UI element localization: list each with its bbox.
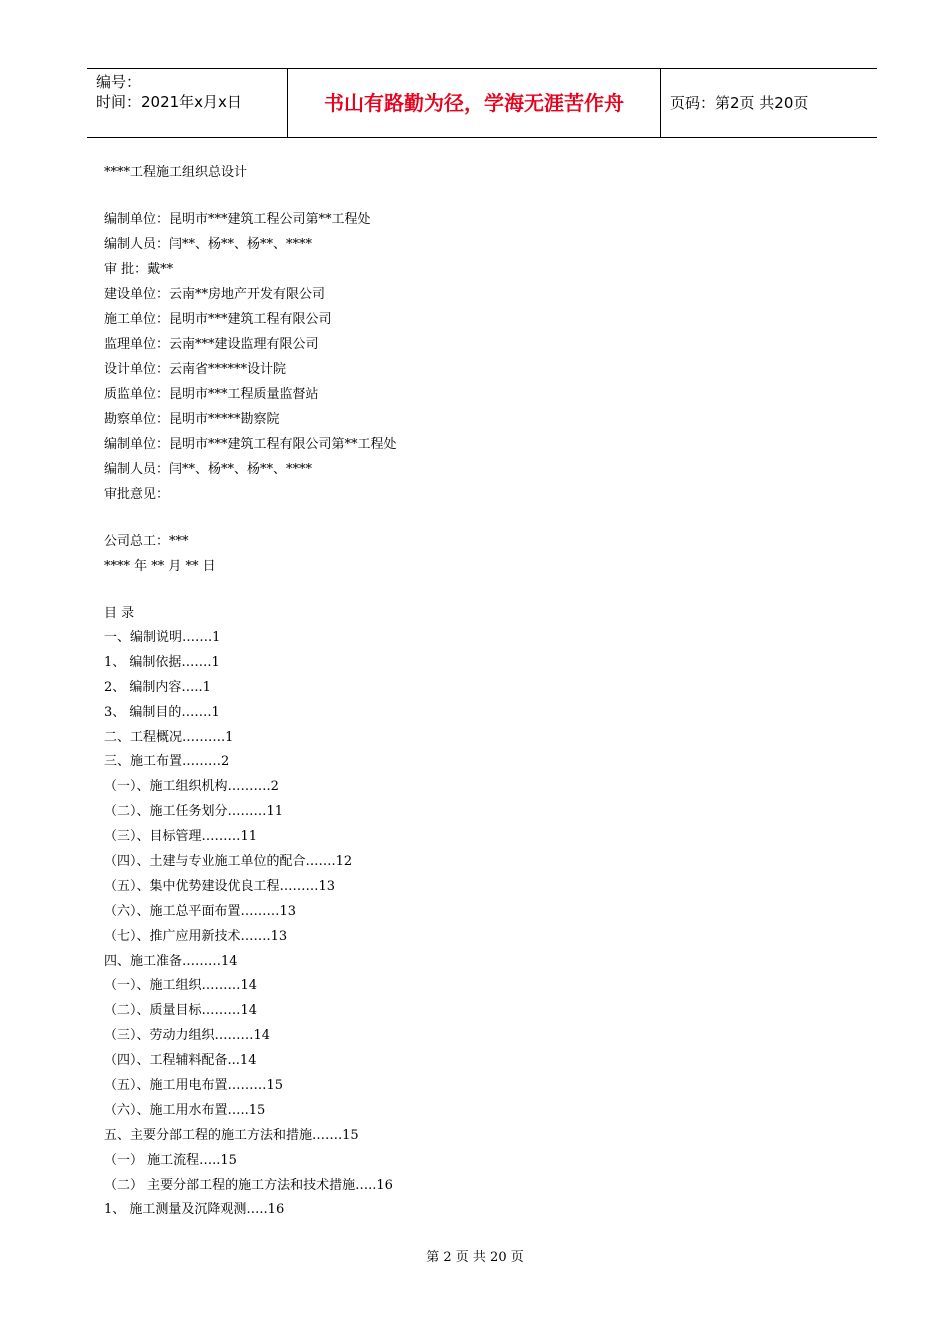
toc-entry: [104, 800, 804, 825]
toc-entry: [104, 750, 804, 775]
toc-entry-page: 15: [342, 1127, 359, 1143]
toc-entry-label: （二）、质量目标: [104, 1003, 202, 1019]
toc-entry-page: 11: [240, 829, 258, 845]
toc-entry-page: 15: [266, 1078, 284, 1094]
info-line: 编制人员：闫**、杨**、杨**、****: [104, 237, 313, 252]
toc-entry-page: .1: [221, 729, 234, 745]
info-line: 勘察单位：昆明市*****勘察院: [104, 412, 280, 427]
document-body: [104, 160, 804, 1223]
toc-entry-leader: ...: [227, 1053, 240, 1069]
toc-entry-leader: ………: [182, 953, 222, 969]
toc-entry-leader: ………: [201, 978, 241, 994]
toc-entry-label: （四）、土建与专业施工单位的配合: [104, 854, 306, 870]
toc-entry-label: （二） 主要分部工程的施工方法和技术措施: [104, 1177, 356, 1193]
toc-entry-leader: ………: [227, 1078, 267, 1094]
toc-title: 目 录: [104, 606, 135, 621]
toc-entry-page: 16: [267, 1202, 285, 1218]
toc-entry: [104, 925, 804, 950]
toc-entry-page: 11: [266, 804, 284, 820]
toc-entry-label: （三）、目标管理: [104, 829, 202, 845]
toc-entry-leader: ………: [182, 729, 222, 745]
toc-entry: [104, 950, 804, 975]
toc-entry-page: 14: [239, 1053, 257, 1069]
toc-entry-page: 16: [376, 1177, 393, 1193]
toc-entry-page: 1: [211, 704, 220, 720]
toc-entry-leader: …….: [181, 704, 212, 720]
toc-entry-label: （二）、施工任务划分: [104, 804, 228, 820]
info-line: 施工单位：昆明市***建筑工程有限公司: [104, 312, 332, 327]
header-left: [96, 72, 242, 112]
toc-entry: [104, 701, 804, 726]
info-list: [104, 207, 804, 507]
toc-entry: [104, 875, 804, 900]
header-page-info: 页码：第2页 共20页: [670, 94, 809, 112]
toc-entry-leader: …….: [312, 1127, 343, 1143]
info-line: 审批意见：: [104, 487, 170, 502]
toc-entry-label: （三）、劳动力组织: [104, 1028, 215, 1044]
toc-entry: [104, 974, 804, 999]
toc-entry-leader: …..: [199, 1152, 221, 1168]
toc-entry: [104, 1124, 804, 1149]
toc-entry: [104, 1198, 804, 1223]
toc-entry: [104, 775, 804, 800]
toc-entry-page: 14: [240, 1003, 258, 1019]
toc-entry-label: （五）、集中优势建设优良工程: [104, 878, 280, 894]
table-of-contents: [104, 626, 804, 1223]
toc-entry-leader: …..: [355, 1177, 377, 1193]
toc-entry: [104, 900, 804, 925]
info-line: 质监单位：昆明市***工程质量监督站: [104, 387, 319, 402]
toc-entry-page: 15: [248, 1102, 266, 1118]
toc-entry-page: 2: [221, 754, 230, 770]
toc-entry-label: 五、主要分部工程的施工方法和措施: [104, 1127, 313, 1143]
toc-entry: [104, 676, 804, 701]
toc-entry-label: （一）、施工组织机构: [104, 779, 228, 795]
toc-entry: [104, 626, 804, 651]
toc-entry-page: 14: [221, 953, 238, 969]
info-line: 建设单位：云南**房地产开发有限公司: [104, 287, 326, 302]
date-line: **** 年 ** 月 ** 日: [104, 559, 216, 574]
toc-entry-page: 15: [220, 1152, 237, 1168]
toc-entry-leader: …..: [246, 1202, 268, 1218]
toc-entry-leader: ………: [182, 754, 222, 770]
toc-entry-leader: ………: [201, 829, 241, 845]
toc-entry-leader: …..: [181, 679, 203, 695]
toc-entry-page: 1: [212, 630, 221, 645]
toc-entry-page: .2: [266, 779, 279, 795]
doc-time-label: 时间：2021年x月x日: [96, 93, 242, 111]
toc-entry: [104, 1099, 804, 1124]
toc-entry-leader: ………: [227, 779, 267, 795]
toc-entry-page: 14: [253, 1028, 271, 1044]
toc-entry-label: 1、 编制依据: [104, 654, 182, 670]
toc-entry-label: （六）、施工用水布置: [104, 1102, 228, 1118]
toc-entry-leader: …….: [181, 654, 212, 670]
toc-entry-label: （一）、施工组织: [104, 978, 202, 994]
toc-entry: [104, 726, 804, 751]
toc-entry-leader: ………: [201, 1003, 241, 1019]
toc-entry-label: （四）、工程辅料配备: [104, 1053, 228, 1069]
page-header: [87, 68, 877, 138]
toc-entry-leader: …….: [305, 854, 336, 870]
toc-entry: [104, 825, 804, 850]
info-line: 设计单位：云南省******设计院: [104, 362, 287, 377]
toc-entry: [104, 1149, 804, 1174]
toc-entry-leader: …….: [240, 928, 271, 944]
document-title: ****工程施工组织总设计: [104, 165, 248, 180]
doc-number-label: 编号：: [96, 73, 142, 91]
toc-entry-label: （一） 施工流程: [104, 1152, 200, 1168]
toc-entry-label: 四、施工准备: [104, 953, 183, 969]
toc-entry-label: 1、 施工测量及沉降观测: [104, 1202, 247, 1218]
page-footer: 第 2 页 共 20 页: [426, 1250, 524, 1265]
toc-entry-label: （六）、施工总平面布置: [104, 903, 241, 919]
toc-entry-label: （五）、施工用电布置: [104, 1078, 228, 1094]
toc-entry-page: 13: [270, 928, 288, 944]
toc-entry-leader: …….: [182, 630, 213, 645]
toc-entry-page: 14: [240, 978, 258, 994]
toc-entry: [104, 999, 804, 1024]
toc-entry-label: 2、 编制内容: [104, 679, 182, 695]
toc-entry-leader: ………: [227, 804, 267, 820]
toc-entry-label: 一、编制说明: [104, 630, 183, 645]
toc-entry-leader: ………: [240, 903, 280, 919]
info-line: 编制人员：闫**、杨**、杨**、****: [104, 462, 313, 477]
toc-entry-label: 3、 编制目的: [104, 704, 182, 720]
toc-entry: [104, 1074, 804, 1099]
toc-entry-leader: ………: [214, 1028, 254, 1044]
toc-entry: [104, 1049, 804, 1074]
info-line: 监理单位：云南***建设监理有限公司: [104, 337, 319, 352]
toc-entry: [104, 850, 804, 875]
toc-entry-page: 13: [279, 903, 297, 919]
toc-entry-label: 三、施工布置: [104, 754, 183, 770]
toc-entry-leader: …..: [227, 1102, 249, 1118]
toc-entry-page: 13: [318, 878, 336, 894]
header-divider: [660, 69, 661, 137]
toc-entry-page: 12: [335, 854, 353, 870]
toc-entry-label: 二、工程概况: [104, 729, 183, 745]
toc-entry-leader: ………: [279, 878, 319, 894]
header-motto: 书山有路勤为径，学海无涯苦作舟: [324, 91, 624, 115]
toc-entry-label: （七）、推广应用新技术: [104, 928, 241, 944]
info-line: 编制单位：昆明市***建筑工程公司第**工程处: [104, 212, 371, 227]
toc-entry-page: 1: [211, 654, 220, 670]
chief-engineer: 公司总工：***: [104, 534, 189, 549]
toc-entry-page: 1: [202, 679, 211, 695]
info-line: 编制单位：昆明市***建筑工程有限公司第**工程处: [104, 437, 397, 452]
info-line: 审 批：戴**: [104, 262, 174, 277]
toc-entry: [104, 1024, 804, 1049]
toc-entry: [104, 1174, 804, 1199]
toc-entry: [104, 651, 804, 676]
